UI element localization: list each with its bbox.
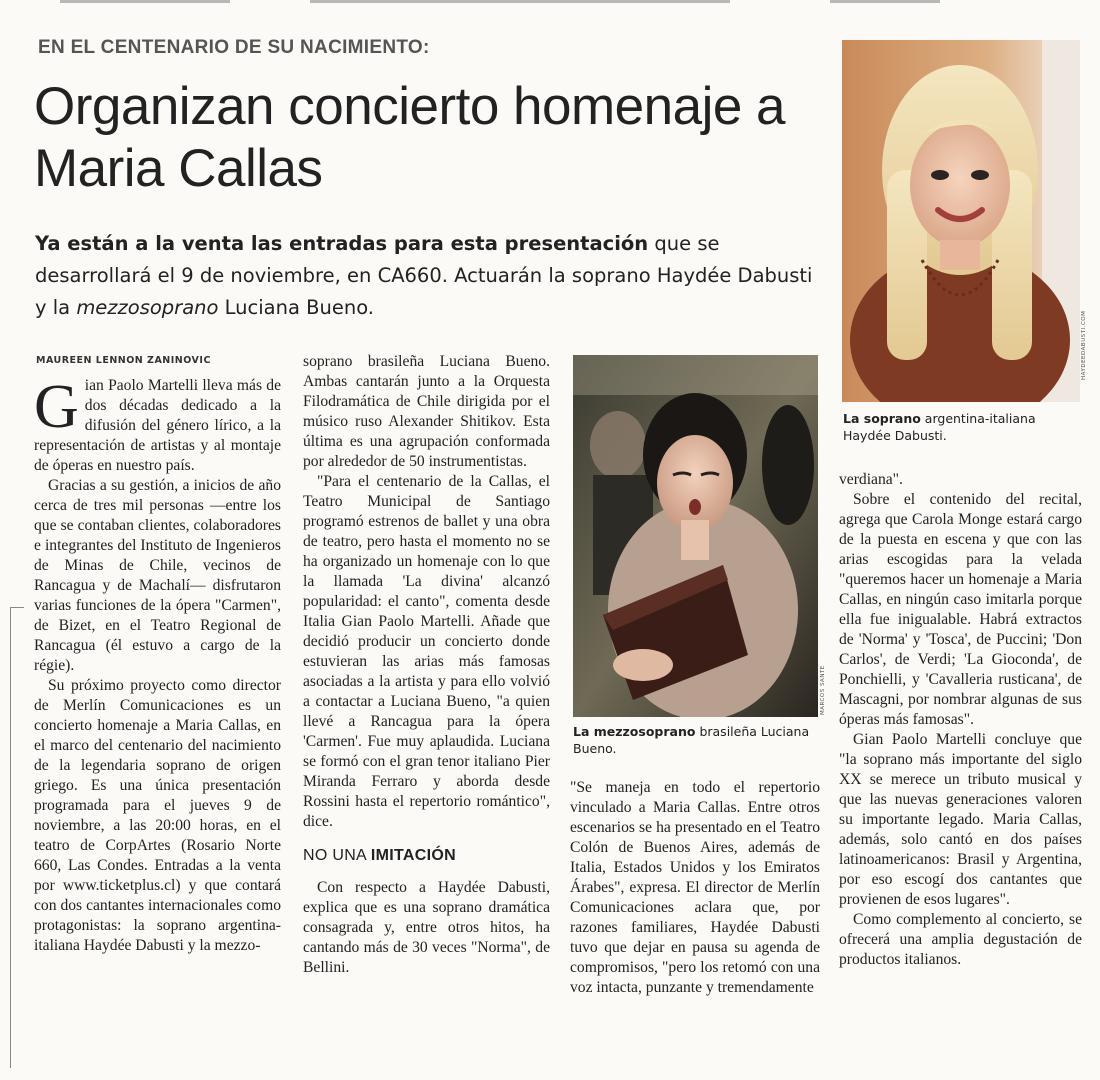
- column-1-para-2: Gracias a su gestión, a inicios de año cerca de tres mil personas —entre los que se contaban clientes, colaboradores e integrantes del Instituto de Ingenieros de Minas de Chile, vecinos de Rancagua y de Machalí— disfrutaron varias funciones de la ópera "Carmen", de Bizet, en el Teatro Regional de Rancagua (él estuvo a cargo de la régie).: [34, 477, 281, 674]
- top-rule-1: [60, 0, 230, 3]
- soprano-illustration: [842, 40, 1080, 402]
- soprano-photo: [842, 40, 1080, 402]
- caption-mezzosoprano: [573, 723, 818, 757]
- column-2-para-3: Con respecto a Haydée Dabusti, explica que es una soprano dramática consagrada y, entre otros hitos, ha cantando más de 30 veces "Norma", de Bellini.: [303, 879, 550, 976]
- byline: MAUREEN LENNON ZANINOVIC: [36, 355, 211, 366]
- caption-soprano-bold: La soprano: [843, 411, 921, 426]
- column-3-para-1: "Se maneja en todo el repertorio vinculado a Maria Callas. Entre otros escenarios se ha presentado en el Teatro Colón de Buenos Aires, además de Italia, Estados Unidos y los Emiratos Árabes", expresa. El director de Merlín Comunicaciones aclara que, por razones familiares, Haydée Dabusti tuvo que dejar en pausa su agenda de compromisos, "pero los retomó con una voz intacta, punzante y tremendamente: [570, 779, 820, 996]
- mezzosoprano-illustration: [573, 355, 818, 717]
- column-3: [570, 778, 820, 998]
- top-edge-rules: [0, 0, 1100, 8]
- column-4-para-3: Gian Paolo Martelli concluye que "la soprano más importante del siglo XX se merece un tributo musical y que las nuevas generaciones valoren su importante legado. Maria Callas, además, solo cantó en dos países latinoamericanos: Brasil y Argentina, por eso escogí dos cantantes que provienen de esos lugares".: [839, 731, 1082, 908]
- photo-credit-soprano: HAYDEEDABUSTI.COM: [1081, 310, 1087, 380]
- column-1-para-3: Su próximo proyecto como director de Merlín Comunicaciones es un concierto homenaje a Maria Callas, en el marco del centenario del nacimiento de la legendaria soprano de origen griego. Es una única presentación programada para el jueves 9 de noviembre, a las 20:00 horas, en el teatro de CorpArtes (Rosario Norte 660, Las Condes. Entradas a la venta por www.ticketplus.cl) y que contará con dos cantantes internacionales como protagonistas: la soprano argentina-italiana Haydée Dabusti y la mezzo-: [34, 677, 281, 954]
- mezzosoprano-photo: [573, 355, 818, 717]
- column-2-para-1: soprano brasileña Luciana Bueno. Ambas cantarán junto a la Orquesta Filodramática de Chile dirigida por el músico ruso Alexander Shitikov. Esta última es una agrupación conformada por alrededor de 50 instrumentistas.: [303, 353, 550, 470]
- headline: Organizan concierto homenaje a Maria Callas: [34, 77, 786, 198]
- caption-soprano-rest: argentina-italiana Haydée Dabusti.: [843, 411, 1036, 443]
- column-1-para-1: [34, 373, 281, 476]
- left-margin-tick: [10, 607, 24, 608]
- column-2-para-2: "Para el centenario de la Callas, el Teatro Municipal de Santiago programó estrenos de ballet y una obra de teatro, pero hasta el momento no se ha organizado un homenaje con lo que la llamada 'La divina' alcanzó popularidad: el canto", comenta desde Italia Gian Paolo Martelli. Añade que decidió producir un concierto donde estuvieran las arias más famosas asociadas a la artista y para ello volvió a contactar a Luciana Bueno, "a quien llevé a Rancagua para la ópera 'Carmen'. Fue muy aplaudida. Luciana se formó con el gran tenor italiano Pier Miranda Ferraro y aborda desde Rossini hasta el repertorio romántico", dice.: [303, 473, 550, 830]
- subhead-bold: IMITACIÓN: [370, 847, 456, 864]
- column-4-para-2: Sobre el contenido del recital, agrega que Carola Monge estará cargo de la puesta en escena y que con las arias escogidas para la velada "queremos hacer un homenaje a Maria Callas, en ningún caso imitarla porque ella fue inigualable. Habrá extractos de 'Norma' y 'Tosca', de Puccini; 'Don Carlos', de Verdi; 'La Gioconda', de Ponchielli, y 'Cavalleria rusticana', de Mascagni, por nombrar algunas de sus óperas más famosas".: [839, 491, 1082, 728]
- lede-end: Luciana Bueno.: [218, 296, 374, 319]
- column-2: [303, 352, 550, 978]
- column-4-para-1: verdiana".: [839, 471, 903, 488]
- top-rule-3: [830, 0, 940, 3]
- column-4-para-4: Como complemento al concierto, se ofrecerá una amplia degustación de productos italianos.: [839, 911, 1082, 968]
- dropcap: G: [34, 373, 79, 441]
- left-margin-rule: [10, 608, 11, 1068]
- lede-rest: que se desarrollará el 9 de noviembre, en CA660. Actuarán la soprano Haydée Dabusti y la: [35, 232, 813, 319]
- lede: [35, 228, 825, 324]
- column-1: [34, 373, 281, 956]
- subhead: [303, 846, 550, 866]
- caption-mezzo-rest: brasileña Luciana Bueno.: [573, 724, 810, 756]
- lede-bold: Ya están a la venta las entradas para esta presentación: [35, 232, 649, 255]
- top-rule-2: [310, 0, 730, 3]
- kicker: EN EL CENTENARIO DE SU NACIMIENTO:: [38, 37, 430, 58]
- subhead-light: NO UNA: [303, 847, 371, 864]
- column-4: [839, 470, 1082, 970]
- lede-italic: mezzosoprano: [76, 296, 219, 319]
- column-1-para-1-text: ian Paolo Martelli lleva más de dos décadas dedicado a la difusión del género lírico, a la representación de artistas y al montaje de óperas en nuestro país.: [34, 377, 281, 474]
- caption-mezzo-bold: La mezzosoprano: [573, 724, 696, 739]
- caption-soprano: [843, 410, 1083, 444]
- photo-credit-mezzo: MARCOS SANTE: [820, 665, 826, 715]
